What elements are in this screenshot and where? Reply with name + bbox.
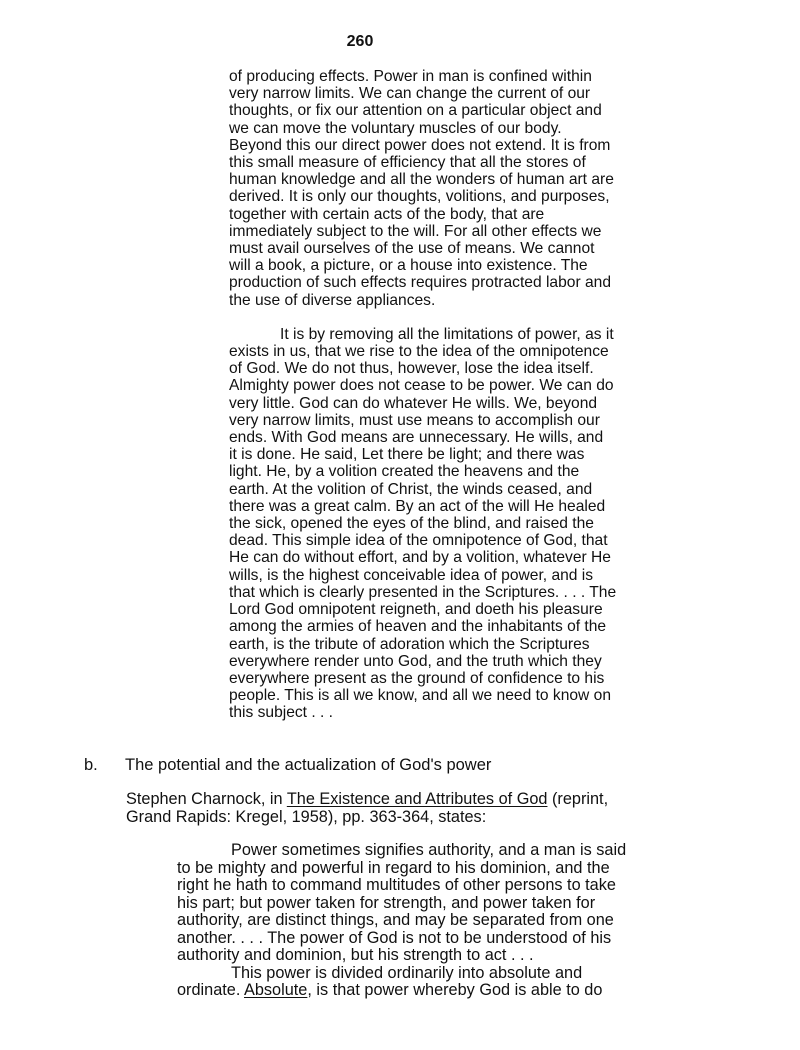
text-line: immediately subject to the will. For all other effects we (229, 222, 602, 240)
text-line: dead. This simple idea of the omnipotence of God, that (229, 532, 608, 550)
text-line: very narrow limits. We can change the current of our (229, 85, 591, 103)
text-line: He can do without effort, and by a volition, whatever He (229, 549, 611, 567)
ordinate-text: ordinate. (177, 981, 244, 999)
section-label: b. (84, 756, 98, 774)
text-line: ends. With God means are unnecessary. He wills, and (229, 429, 604, 447)
block-quote-1 (229, 68, 699, 722)
text-line: Grand Rapids: Kregel, 1958), pp. 363-364, states: (126, 807, 487, 826)
text-line: thoughts, or fix our attention on a particular object and (229, 102, 602, 120)
page-number: 260 (346, 33, 374, 50)
citation-intro (126, 791, 696, 826)
section-title: The potential and the actualization of God's power (125, 756, 492, 774)
text-line: another. . . . The power of God is not to be understood of his (177, 928, 612, 947)
text-line: authority and dominion, but his strength to act . . . (177, 946, 534, 964)
quote-1-paragraph-1 (229, 68, 699, 309)
text-line: of God. We do not thus, however, lose the idea itself. (229, 360, 594, 378)
text-line: together with certain acts of the body, that are (229, 205, 545, 223)
text-line: there was a great calm. By an act of the will He healed (229, 497, 606, 515)
absolute-definition: , is that power whereby God is able to do (307, 981, 603, 999)
text-line: Lord God omnipotent reigneth, and doeth his pleasure (229, 601, 603, 619)
text-line: Almighty power does not cease to be power. We can do (229, 377, 614, 395)
text-line: will a book, a picture, or a house into existence. The (229, 257, 588, 275)
text-line (126, 791, 696, 809)
text-line: Power sometimes signifies authority, and a man is said (231, 841, 627, 859)
text-line: right he hath to command multitudes of other persons to take (177, 876, 616, 894)
text-line: we can move the voluntary muscles of our body. (229, 119, 562, 137)
text-line: very little. God can do whatever He wills. We, beyond (229, 394, 598, 412)
text-line: earth. At the volition of Christ, the winds ceased, and (229, 480, 593, 498)
text-line: to be mighty and powerful in regard to his dominion, and the (177, 858, 610, 877)
text-line: Beyond this our direct power does not extend. It is from (229, 136, 611, 154)
text-line: very narrow limits, must use means to accomplish our (229, 411, 600, 429)
text-line: wills, is the highest conceivable idea of power, and is (229, 566, 594, 584)
text-line: exists in us, that we rise to the idea of the omnipotence (229, 343, 609, 361)
absolute-term: Absolute (244, 981, 308, 999)
text-line: earth, is the tribute of adoration which the Scriptures (229, 635, 590, 653)
text-line: the use of diverse appliances. (229, 291, 436, 309)
text-line: light. He, by a volition created the heavens and the (229, 463, 580, 481)
text-line: must avail ourselves of the use of means. We cannot (229, 240, 595, 258)
text-line (177, 982, 697, 1000)
book-title: The Existence and Attributes of God (286, 790, 548, 808)
text-line: human knowledge and all the wonders of human art are (229, 171, 614, 189)
text-line: this subject . . . (229, 704, 334, 722)
text-line: his part; but power taken for strength, and power taken for (177, 893, 596, 912)
text-line: everywhere present as the ground of confidence to his (229, 669, 605, 687)
citation-lead: Stephen Charnock, in (126, 790, 287, 808)
text-line: this small measure of efficiency that all the stores of (229, 154, 586, 172)
quote-1-paragraph-2 (229, 326, 699, 722)
text-line: among the armies of heaven and the inhabitants of the (229, 618, 607, 636)
text-line: production of such effects requires protracted labor and (229, 274, 611, 292)
text-line: the sick, opened the eyes of the blind, and raised the (229, 515, 594, 533)
citation-reprint: (reprint, (547, 790, 609, 808)
text-line: people. This is all we know, and all we need to know on (229, 687, 611, 705)
text-line: derived. It is only our thoughts, volitions, and purposes, (229, 188, 610, 206)
text-line: It is by removing all the limitations of power, as it (280, 325, 614, 343)
text-line: it is done. He said, Let there be light; and there was (229, 446, 585, 464)
text-line: that which is clearly presented in the Scriptures. . . . The (229, 583, 617, 601)
text-line: of producing effects. Power in man is confined within (229, 68, 592, 85)
text-line: authority, are distinct things, and may be separated from one (177, 911, 614, 929)
block-quote-2 (177, 842, 697, 1000)
text-line: everywhere render unto God, and the truth which they (229, 652, 602, 670)
text-line: This power is divided ordinarily into absolute and (231, 963, 583, 982)
